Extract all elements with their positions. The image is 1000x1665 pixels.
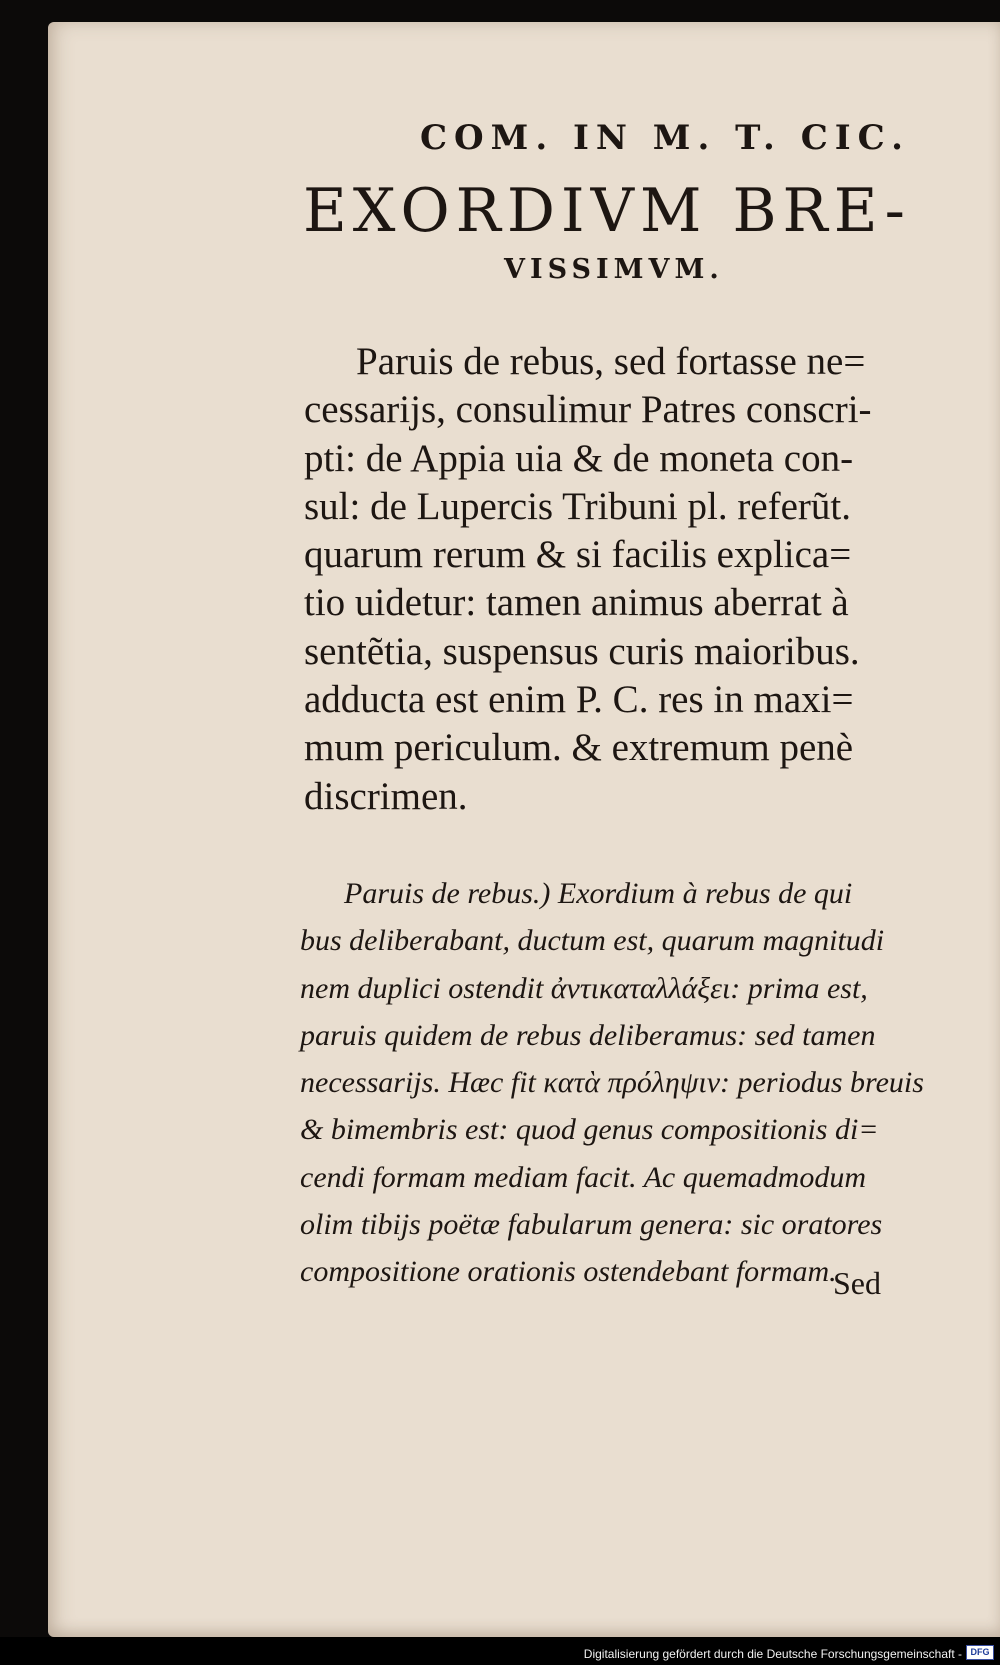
commentary-line: cendi formam mediam facit. Ac quemadmodum: [300, 1160, 867, 1194]
running-head: COM. IN M. T. CIC.: [420, 118, 910, 158]
main-text-line: cessarijs, consulimur Patres conscri-: [304, 388, 872, 432]
catchword: Sed: [833, 1265, 881, 1301]
main-text-line: Paruis de rebus, sed fortasse ne=: [356, 340, 866, 383]
main-text-line: adducta est enim P. C. res in maxi=: [304, 678, 854, 722]
main-text-line: tio uidetur: tamen animus aberrat à: [304, 581, 849, 625]
dfg-logo: DFG: [966, 1645, 994, 1660]
section-title-line-1: EXORDIVM BRE-: [303, 176, 911, 246]
main-text-line: sul: de Lupercis Tribuni pl. referũt.: [304, 484, 852, 528]
commentary-line: compositione orationis ostendebant formam.: [300, 1255, 837, 1289]
commentary-line: bus deliberabant, ductum est, quarum magnitudi: [300, 924, 885, 958]
main-text-block: [304, 338, 944, 821]
commentary-line: nem duplici ostendit ἀντικαταλλάξει: prima est,: [300, 971, 868, 1005]
commentary-line: Paruis de rebus.) Exordium à rebus de qui: [344, 877, 853, 910]
commentary-line: & bimembris est: quod genus compositionis di=: [300, 1113, 879, 1147]
commentary-block: [300, 870, 945, 1296]
commentary-line: olim tibijs poëtæ fabularum genera: sic oratores: [300, 1208, 883, 1242]
main-text-line: quarum rerum & si facilis explica=: [304, 533, 852, 577]
commentary-line: paruis quidem de rebus deliberamus: sed tamen: [300, 1018, 876, 1052]
main-text-line: mum periculum. & extremum penè: [304, 726, 854, 770]
commentary-line: necessarijs. Hæc fit κατὰ πρόληψιν: periodus breuis: [300, 1066, 924, 1100]
main-text-line: sentẽtia, suspensus curis maioribus.: [304, 629, 860, 673]
funding-credit: Digitalisierung gefördert durch die Deutsche Forschungsgemeinschaft -: [583, 1647, 962, 1661]
main-text-line: pti: de Appia uia & de moneta con-: [304, 436, 854, 480]
main-text-line: discrimen.: [304, 774, 468, 818]
section-title-line-2: VISSIMVM.: [504, 254, 724, 285]
